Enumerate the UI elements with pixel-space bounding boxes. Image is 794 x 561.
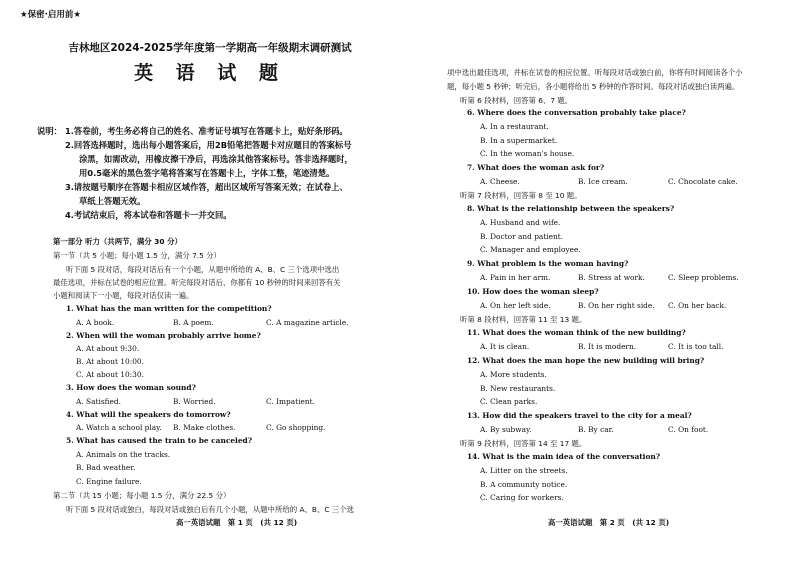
section-two-directions-cont: 题，每小题 5 秒钟；听完后，各小题将给出 5 秒钟的作答时间。每段对话或独白读两遍。 <box>447 82 740 91</box>
option-6b: B. In a supermarket. <box>480 136 558 145</box>
instruction-line: 涂黑，如需改动，用橡皮擦干净后，再选涂其他答案标号。答非选择题时， <box>79 154 353 164</box>
section-two-directions-cont: 项中选出最佳选项，并标在试卷的相应位置。听每段对话或独白前，你将有时间阅读各个小 <box>447 68 743 77</box>
question-6: 6. Where does the conversation probably take place? <box>467 108 686 117</box>
option-7c: C. Chocolate cake. <box>668 177 738 186</box>
option-1c: C. A magazine article. <box>266 318 349 327</box>
question-8: 8. What is the relationship between the speakers? <box>467 204 675 213</box>
option-9c: C. Sleep problems. <box>668 273 739 282</box>
material-9-note: 听第 9 段材料，回答第 14 至 17 题。 <box>460 439 587 448</box>
part-one-heading: 第一部分 听力（共两节，满分 30 分） <box>53 237 182 246</box>
option-5b: B. Bad weather. <box>76 463 136 472</box>
option-3b: B. Worried. <box>173 397 216 406</box>
material-6-note: 听第 6 段材料，回答第 6、7 题。 <box>460 96 573 105</box>
instruction-line: 4.考试结束后，将本试卷和答题卡一并交回。 <box>65 210 232 220</box>
option-2c: C. At about 10:30. <box>76 370 144 379</box>
option-3a: A. Satisfied. <box>76 397 122 406</box>
question-10: 10. How does the woman sleep? <box>467 287 599 296</box>
exam-title: 吉林地区2024-2025学年度第一学期高一年级期末调研测试 <box>68 42 352 54</box>
option-4b: B. Make clothes. <box>173 423 236 432</box>
option-11c: C. It is too tall. <box>668 342 724 351</box>
question-12: 12. What does the man hope the new building will bring? <box>467 356 705 365</box>
option-10a: A. On her left side. <box>480 301 551 310</box>
instruction-line: 1.答卷前，考生务必将自己的姓名、准考证号填写在答题卡上，贴好条形码。 <box>65 126 348 136</box>
option-6c: C. In the woman's house. <box>480 149 575 158</box>
option-9b: B. Stress at work. <box>578 273 645 282</box>
option-10b: B. On her right side. <box>578 301 655 310</box>
option-6a: A. In a restaurant. <box>480 122 549 131</box>
section-one-directions: 听下面 5 段对话，每段对话后有一个小题，从题中所给的 A、B、C 三个选项中选出 <box>66 265 340 274</box>
instruction-line: 2.回答选择题时，选出每小题答案后，用2B铅笔把答题卡对应题目的答案标号 <box>65 140 352 150</box>
page-footer-1: 高一英语试题 第 1 页 (共 12 页) <box>176 518 298 527</box>
option-8c: C. Manager and employee. <box>480 245 581 254</box>
question-13: 13. How did the speakers travel to the city for a meal? <box>467 411 692 420</box>
option-12c: C. Clean parks. <box>480 397 538 406</box>
option-13c: C. On foot. <box>668 425 709 434</box>
question-5: 5. What has caused the train to be canceled? <box>66 436 253 445</box>
instruction-line: 3.请按题号顺序在答题卡相应区域作答，超出区域所写答案无效；在试卷上、 <box>65 182 348 192</box>
option-11a: A. It is clean. <box>480 342 530 351</box>
option-7b: B. Ice cream. <box>578 177 628 186</box>
instruction-line: 草纸上答题无效。 <box>79 196 146 206</box>
option-9a: A. Pain in her arm. <box>480 273 551 282</box>
question-7: 7. What does the woman ask for? <box>467 163 605 172</box>
option-12b: B. New restaurants. <box>480 384 556 393</box>
question-1: 1. What has the man written for the competition? <box>66 304 272 313</box>
option-10c: C. On her back. <box>668 301 727 310</box>
question-4: 4. What will the speakers do tomorrow? <box>66 410 231 419</box>
option-1b: B. A poem. <box>173 318 214 327</box>
material-7-note: 听第 7 段材料，回答第 8 至 10 题。 <box>460 191 582 200</box>
question-2: 2. When will the woman probably arrive home? <box>66 331 261 340</box>
option-7a: A. Cheese. <box>480 177 520 186</box>
section-two-heading: 第二节（共 15 小题；每小题 1.5 分，满分 22.5 分） <box>53 491 231 500</box>
page-footer-2: 高一英语试题 第 2 页 (共 12 页) <box>548 518 670 527</box>
option-13a: A. By subway. <box>480 425 532 434</box>
subject-title: 英 语 试 题 <box>134 62 286 84</box>
option-14b: B. A community notice. <box>480 480 568 489</box>
section-one-directions: 小题和阅读下一小题，每段对话仅读一遍。 <box>53 291 194 300</box>
option-13b: B. By car. <box>578 425 614 434</box>
option-3c: C. Impatient. <box>266 397 315 406</box>
section-two-directions: 听下面 5 段对话或独白，每段对话或独白后有几个小题，从题中所给的 A、B、C 三个选 <box>66 505 355 514</box>
option-2b: B. At about 10:00. <box>76 357 144 366</box>
section-one-directions: 最佳选项，并标在试卷的相应位置。听完每段对话后，你都有 10 秒钟的时间来回答有关 <box>53 278 341 287</box>
question-11: 11. What does the woman think of the new building? <box>467 328 686 337</box>
question-9: 9. What problem is the woman having? <box>467 259 629 268</box>
option-1a: A. A book. <box>76 318 115 327</box>
question-14: 14. What is the main idea of the conversation? <box>467 452 661 461</box>
confidential-mark: ★保密·启用前★ <box>20 10 81 20</box>
material-8-note: 听第 8 段材料，回答第 11 至 13 题。 <box>460 315 587 324</box>
option-12a: A. More students. <box>480 370 547 379</box>
option-5c: C. Engine failure. <box>76 477 142 486</box>
option-4a: A. Watch a school play. <box>76 423 162 432</box>
option-14c: C. Caring for workers. <box>480 493 564 502</box>
option-8b: B. Doctor and patient. <box>480 232 564 241</box>
instructions-label: 说明： <box>37 126 62 136</box>
option-2a: A. At about 9:30. <box>76 344 140 353</box>
section-one-heading: 第一节（共 5 小题；每小题 1.5 分，满分 7.5 分） <box>53 251 221 260</box>
option-4c: C. Go shopping. <box>266 423 326 432</box>
option-11b: B. It is modern. <box>578 342 637 351</box>
option-5a: A. Animals on the tracks. <box>76 450 171 459</box>
question-3: 3. How does the woman sound? <box>66 383 196 392</box>
option-8a: A. Husband and wife. <box>480 218 561 227</box>
instruction-line: 用0.5毫米的黑色签字笔将答案写在答题卡上，字体工整，笔迹清楚。 <box>79 168 335 178</box>
option-14a: A. Litter on the streets. <box>480 466 568 475</box>
